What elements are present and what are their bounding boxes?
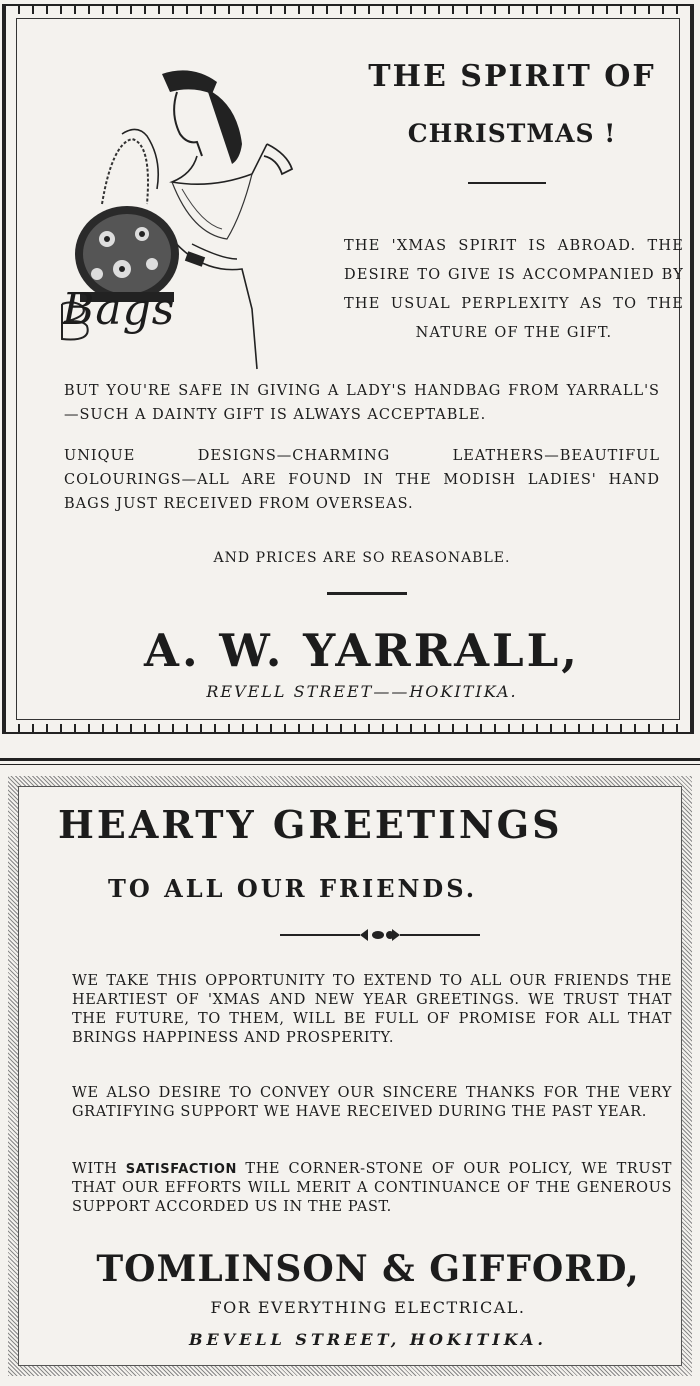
policy-text-post: THE CORNER-STONE OF OUR POLICY, WE TRUST THAT OUR EFFORTS WILL MERIT A CONTINUANCE OF THE GENEROUS SUPPORT ACCORDED US IN THE PAST.	[72, 1161, 672, 1215]
thanks-paragraph: WE ALSO DESIRE TO CONVEY OUR SINCERE THANKS FOR THE VERY GRATIFYING SUPPORT WE HAVE RECEIVED DURING THE PAST YEAR.	[72, 1085, 672, 1120]
column-divider-thick	[0, 758, 700, 761]
ornamental-divider-icon	[280, 924, 480, 946]
prices-line: AND PRICES ARE SO REASONABLE.	[213, 550, 511, 566]
firm-name: TOMLINSON & GIFFORD,	[96, 1248, 640, 1290]
policy-emphasis: SATISFACTION	[125, 1162, 238, 1177]
firm-address: BEVELL STREET, HOKITIKA.	[189, 1330, 547, 1349]
tomlinson-gifford-advertisement	[8, 776, 692, 1376]
column-divider-thin	[0, 764, 700, 765]
headline-divider	[468, 182, 546, 184]
firm-tagline: FOR EVERYTHING ELECTRICAL.	[210, 1298, 526, 1317]
headline: HEARTY GREETINGS	[58, 802, 563, 847]
headline-line-2: CHRISTMAS !	[407, 119, 617, 148]
headline-line-1: THE SPIRIT OF	[368, 59, 656, 94]
policy-paragraph	[72, 1160, 672, 1217]
yarrall-advertisement	[4, 6, 692, 732]
firm-divider	[327, 592, 407, 595]
bags-script-word: Bags	[62, 284, 176, 335]
designs-paragraph: UNIQUE DESIGNS—CHARMING LEATHERS—BEAUTIFUL COLOURINGS—ALL ARE FOUND IN THE MODISH LADIES' HAND BAGS JUST RECEIVED FROM OVERSEAS.	[64, 448, 660, 512]
firm-address: REVELL STREET——HOKITIKA.	[206, 682, 518, 701]
subheadline: TO ALL OUR FRIENDS.	[108, 874, 478, 903]
handbag-paragraph: BUT YOU'RE SAFE IN GIVING A LADY'S HANDBAG FROM YARRALL'S—SUCH A DAINTY GIFT IS ALWAYS ACCEPTABLE.	[64, 383, 660, 423]
policy-text-pre: WITH	[72, 1161, 126, 1177]
greetings-paragraph: WE TAKE THIS OPPORTUNITY TO EXTEND TO ALL OUR FRIENDS THE HEARTIEST OF 'XMAS AND NEW YEAR GREETINGS. WE TRUST THAT THE FUTURE, TO THEM, WILL BE FULL OF PROMISE FOR ALL THAT BRINGS HAPPINESS AND PROSPERITY.	[72, 973, 672, 1046]
firm-name: A. W. YARRALL,	[144, 624, 580, 677]
intro-paragraph: THE 'XMAS SPIRIT IS ABROAD. THE DESIRE TO GIVE IS ACCOMPANIED BY THE USUAL PERPLEXITY AS TO THE NATURE OF THE GIFT.	[344, 238, 684, 341]
